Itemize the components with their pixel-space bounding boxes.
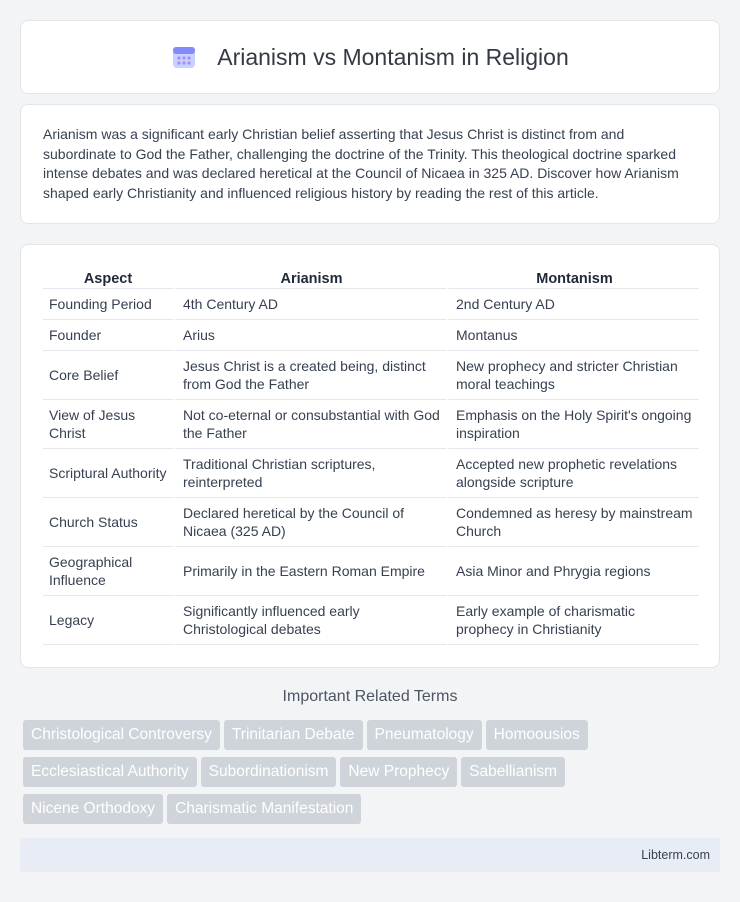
cell-montanism: Montanus [446, 320, 699, 351]
footer-site-link[interactable]: Libterm.com [641, 848, 710, 862]
cell-aspect: Geographical Influence [43, 547, 173, 596]
table-row [43, 289, 699, 320]
table-row [43, 351, 699, 400]
term-tag[interactable]: Subordinationism [201, 757, 337, 787]
cell-montanism: Condemned as heresy by mainstream Church [446, 498, 699, 547]
header-montanism: Montanism [446, 265, 699, 289]
cell-montanism: 2nd Century AD [446, 289, 699, 320]
cell-montanism: Early example of charismatic prophecy in Christianity [446, 596, 699, 645]
cell-aspect: Founding Period [43, 289, 173, 320]
term-tag[interactable]: Trinitarian Debate [224, 720, 363, 750]
cell-aspect: View of Jesus Christ [43, 400, 173, 449]
cell-aspect: Legacy [43, 596, 173, 645]
table-header-row [43, 265, 699, 289]
calendar-icon [171, 44, 197, 70]
term-tag[interactable]: Homoousios [486, 720, 588, 750]
cell-arianism: Significantly influenced early Christological debates [173, 596, 446, 645]
table-row [43, 547, 699, 596]
cell-aspect: Scriptural Authority [43, 449, 173, 498]
intro-text: Arianism was a significant early Christian belief asserting that Jesus Christ is distinct from and subordinate to God the Father, challenging the doctrine of the Trinity. This theological doctrine sparked intense debates and was declared heretical at the Council of Nicaea in 325 AD. Discover how Arianism shaped early Christianity and influenced religious history by reading the rest of this article. [43, 126, 679, 201]
table-row [43, 596, 699, 645]
header-arianism: Arianism [173, 265, 446, 289]
table-row [43, 449, 699, 498]
term-tag[interactable]: Pneumatology [367, 720, 482, 750]
cell-arianism: 4th Century AD [173, 289, 446, 320]
comparison-table-card [20, 244, 720, 668]
table-row [43, 498, 699, 547]
related-terms-title: Important Related Terms [282, 688, 458, 705]
term-tag[interactable]: Sabellianism [461, 757, 565, 787]
cell-aspect: Core Belief [43, 351, 173, 400]
header-aspect: Aspect [43, 265, 173, 289]
cell-montanism: Asia Minor and Phrygia regions [446, 547, 699, 596]
term-tag[interactable]: Nicene Orthodoxy [23, 794, 163, 824]
table-row [43, 320, 699, 351]
comparison-table [43, 265, 699, 645]
cell-aspect: Founder [43, 320, 173, 351]
cell-arianism: Arius [173, 320, 446, 351]
cell-arianism: Primarily in the Eastern Roman Empire [173, 547, 446, 596]
cell-montanism: Emphasis on the Holy Spirit's ongoing inspiration [446, 400, 699, 449]
cell-montanism: Accepted new prophetic revelations alongside scripture [446, 449, 699, 498]
related-terms-list [23, 720, 723, 831]
table-row [43, 400, 699, 449]
cell-arianism: Jesus Christ is a created being, distinct from God the Father [173, 351, 446, 400]
cell-aspect: Church Status [43, 498, 173, 547]
cell-arianism: Declared heretical by the Council of Nicaea (325 AD) [173, 498, 446, 547]
term-tag[interactable]: Christological Controversy [23, 720, 220, 750]
cell-arianism: Traditional Christian scriptures, reinterpreted [173, 449, 446, 498]
term-tag[interactable]: Ecclesiastical Authority [23, 757, 197, 787]
intro-card [20, 104, 720, 224]
footer [20, 838, 720, 872]
page-title: Arianism vs Montanism in Religion [217, 43, 569, 70]
cell-montanism: New prophecy and stricter Christian moral teachings [446, 351, 699, 400]
cell-arianism: Not co-eternal or consubstantial with God the Father [173, 400, 446, 449]
term-tag[interactable]: Charismatic Manifestation [167, 794, 361, 824]
term-tag[interactable]: New Prophecy [340, 757, 457, 787]
header-card [20, 20, 720, 94]
